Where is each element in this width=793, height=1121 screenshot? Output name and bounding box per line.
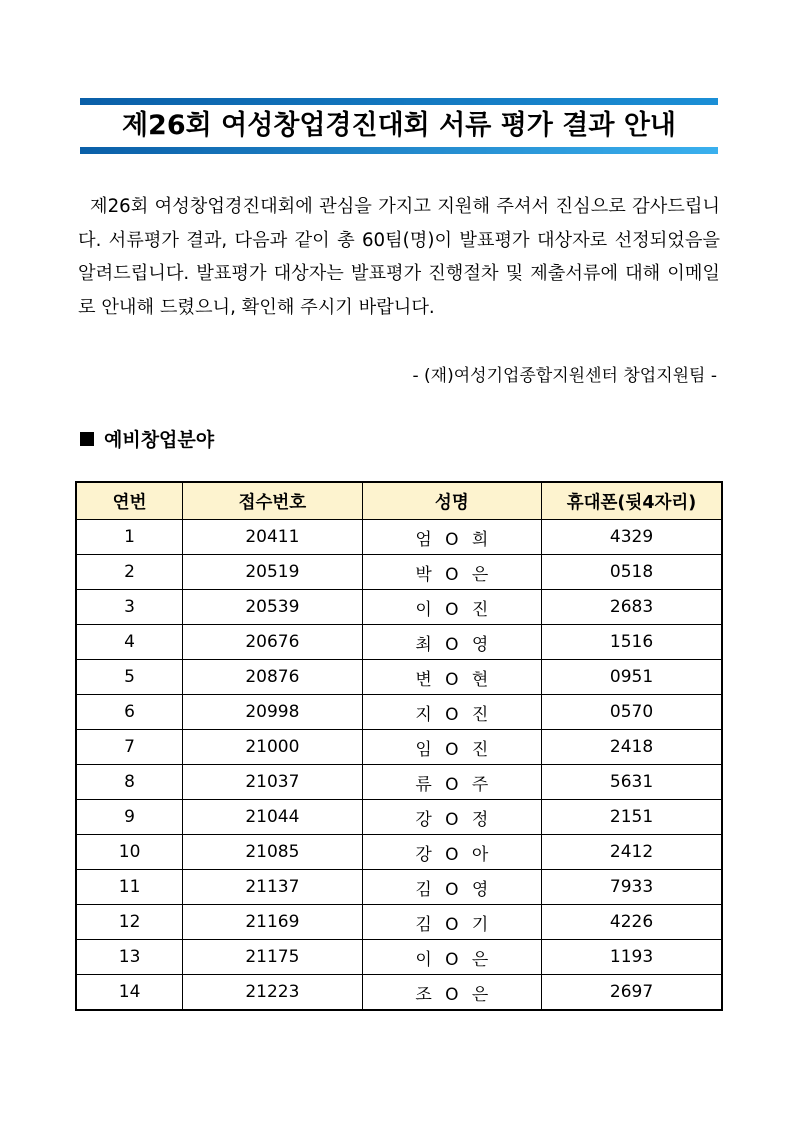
table-row — [76, 590, 722, 625]
cell-reg: 21000 — [183, 730, 363, 765]
cell-reg: 20676 — [183, 625, 363, 660]
cell-reg: 21175 — [183, 940, 363, 975]
table-body — [76, 520, 722, 1011]
result-table — [75, 481, 723, 1011]
table-row — [76, 800, 722, 835]
cell-no: 2 — [76, 555, 183, 590]
cell-reg: 20411 — [183, 520, 363, 555]
cell-phone: 0518 — [542, 555, 722, 590]
cell-name: 김 O 영 — [362, 870, 541, 905]
cell-name: 변 O 현 — [362, 660, 541, 695]
cell-phone: 7933 — [542, 870, 722, 905]
section-heading — [80, 426, 214, 454]
cell-phone: 2683 — [542, 590, 722, 625]
cell-no: 13 — [76, 940, 183, 975]
title-banner — [80, 98, 718, 154]
header-name: 성명 — [362, 482, 541, 520]
intro-paragraph — [78, 190, 720, 324]
cell-reg: 21085 — [183, 835, 363, 870]
cell-reg: 21044 — [183, 800, 363, 835]
cell-phone: 4226 — [542, 905, 722, 940]
title-bar-bottom — [80, 147, 718, 154]
cell-name: 최 O 영 — [362, 625, 541, 660]
table-row — [76, 765, 722, 800]
cell-reg: 20519 — [183, 555, 363, 590]
cell-phone: 2412 — [542, 835, 722, 870]
table-row — [76, 520, 722, 555]
table-row — [76, 660, 722, 695]
intro-text: 제26회 여성창업경진대회에 관심을 가지고 지원해 주셔서 진심으로 감사드립니다. 서류평가 결과, 다음과 같이 총 60팀(명)이 발표평가 대상자로 선정되었음을 알려드립니다. 발표평가 대상자는 발표평가 진행절차 및 제출서류에 대해 이메일로 안내해 드렸으니, 확인해 주시기 바랍니다. — [78, 196, 720, 318]
cell-phone: 0951 — [542, 660, 722, 695]
cell-no: 7 — [76, 730, 183, 765]
cell-no: 12 — [76, 905, 183, 940]
cell-phone: 2697 — [542, 975, 722, 1011]
cell-name: 지 O 진 — [362, 695, 541, 730]
section-label: 예비창업분야 — [104, 429, 215, 451]
cell-name: 엄 O 희 — [362, 520, 541, 555]
cell-phone: 4329 — [542, 520, 722, 555]
header-no: 연번 — [76, 482, 183, 520]
table-row — [76, 555, 722, 590]
table-header-row — [76, 482, 722, 520]
cell-no: 1 — [76, 520, 183, 555]
cell-reg: 21169 — [183, 905, 363, 940]
header-reg: 접수번호 — [183, 482, 363, 520]
cell-name: 조 O 은 — [362, 975, 541, 1011]
cell-phone: 1193 — [542, 940, 722, 975]
cell-reg: 20539 — [183, 590, 363, 625]
cell-reg: 20876 — [183, 660, 363, 695]
square-bullet-icon — [80, 432, 94, 446]
cell-no: 9 — [76, 800, 183, 835]
table-row — [76, 870, 722, 905]
cell-phone: 2418 — [542, 730, 722, 765]
cell-name: 박 O 은 — [362, 555, 541, 590]
cell-reg: 20998 — [183, 695, 363, 730]
header-phone: 휴대폰(뒷4자리) — [542, 482, 722, 520]
table-row — [76, 975, 722, 1011]
cell-name: 류 O 주 — [362, 765, 541, 800]
cell-no: 6 — [76, 695, 183, 730]
table-row — [76, 625, 722, 660]
cell-name: 이 O 진 — [362, 590, 541, 625]
cell-reg: 21037 — [183, 765, 363, 800]
cell-name: 강 O 정 — [362, 800, 541, 835]
cell-name: 임 O 진 — [362, 730, 541, 765]
signature: - (재)여성기업종합지원센터 창업지원팀 - — [412, 366, 717, 386]
cell-no: 10 — [76, 835, 183, 870]
cell-phone: 0570 — [542, 695, 722, 730]
title-bar-top — [80, 98, 718, 105]
table-row — [76, 905, 722, 940]
cell-no: 5 — [76, 660, 183, 695]
cell-reg: 21137 — [183, 870, 363, 905]
cell-reg: 21223 — [183, 975, 363, 1011]
table-row — [76, 730, 722, 765]
cell-phone: 2151 — [542, 800, 722, 835]
cell-name: 김 O 기 — [362, 905, 541, 940]
cell-no: 8 — [76, 765, 183, 800]
cell-no: 11 — [76, 870, 183, 905]
cell-phone: 1516 — [542, 625, 722, 660]
cell-no: 4 — [76, 625, 183, 660]
cell-name: 강 O 아 — [362, 835, 541, 870]
cell-no: 14 — [76, 975, 183, 1011]
cell-no: 3 — [76, 590, 183, 625]
page-title: 제26회 여성창업경진대회 서류 평가 결과 안내 — [121, 110, 677, 141]
table-row — [76, 940, 722, 975]
cell-name: 이 O 은 — [362, 940, 541, 975]
table-row — [76, 835, 722, 870]
table-row — [76, 695, 722, 730]
cell-phone: 5631 — [542, 765, 722, 800]
